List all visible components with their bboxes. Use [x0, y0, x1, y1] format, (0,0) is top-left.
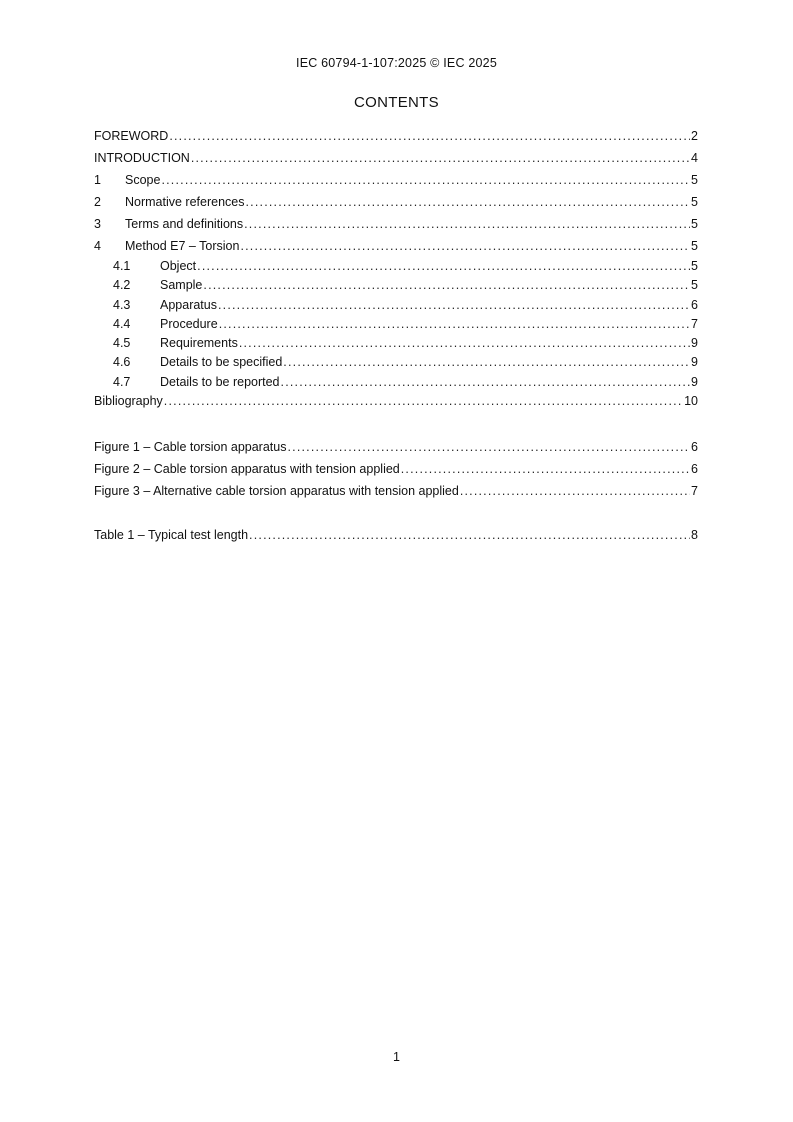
dot-leader [169, 125, 690, 147]
contents-title: CONTENTS [354, 94, 439, 111]
dot-leader [161, 169, 690, 191]
toc-entry-label: Object [160, 259, 197, 273]
toc-entry-procedure[interactable] [94, 315, 698, 334]
toc-entry-terms-and-definitions[interactable] [94, 213, 698, 235]
figure-entry-3[interactable] [94, 480, 698, 502]
toc-entry-page: 5 [691, 259, 698, 273]
toc-entry-label: Details to be reported [160, 374, 280, 389]
dot-leader [283, 353, 690, 372]
toc-entry-sample[interactable] [94, 276, 698, 295]
toc-entry-label: Sample [160, 278, 203, 293]
toc-entry-details-to-be-specified[interactable] [94, 353, 698, 372]
toc-entry-number: 4.2 [113, 278, 131, 293]
toc-entry-requirements[interactable] [94, 334, 698, 353]
toc-entry-number: 4.4 [113, 316, 131, 331]
toc-entry-label: Normative references [125, 195, 245, 209]
list-of-tables [94, 524, 698, 546]
table-entry-label: Table 1 – Typical test length [94, 528, 249, 542]
figure-entry-label: Figure 3 – Alternative cable torsion apparatus with tension applied [94, 484, 459, 498]
toc-entry-number: 4.3 [113, 297, 131, 312]
toc-entry-bibliography[interactable] [94, 392, 698, 411]
toc-entry-method-e7-torsion[interactable] [94, 235, 698, 257]
dot-leader [249, 524, 690, 546]
toc-entry-label: FOREWORD [94, 129, 169, 143]
toc-entry-number: 3 [94, 217, 101, 231]
toc-entry-page: 6 [691, 297, 698, 312]
dot-leader [460, 480, 690, 502]
toc-entry-page: 5 [691, 278, 698, 293]
toc-entry-page: 9 [691, 336, 698, 351]
dot-leader [197, 257, 690, 276]
table-entry-1[interactable] [94, 524, 698, 546]
figure-entry-label: Figure 2 – Cable torsion apparatus with tension applied [94, 462, 400, 476]
table-entry-page: 8 [691, 528, 698, 542]
dot-leader [281, 373, 691, 392]
figure-entry-page: 6 [691, 462, 698, 476]
toc-entry-number: 4.1 [113, 259, 131, 273]
toc-entry-scope[interactable] [94, 169, 698, 191]
toc-entry-page: 5 [691, 239, 698, 253]
toc-entry-label: Scope [125, 173, 161, 187]
document-header: IEC 60794-1-107:2025 © IEC 2025 [296, 56, 497, 70]
toc-entry-label: Terms and definitions [125, 217, 244, 231]
figure-entry-page: 6 [691, 440, 698, 454]
toc-entry-foreword[interactable] [94, 125, 698, 147]
toc-entry-page: 5 [691, 217, 698, 231]
toc-entry-page: 5 [691, 195, 698, 209]
toc-entry-introduction[interactable] [94, 147, 698, 169]
toc-entry-number: 2 [94, 195, 101, 209]
figure-entry-page: 7 [691, 484, 698, 498]
toc-entry-page: 9 [691, 374, 698, 389]
dot-leader [203, 276, 690, 295]
dot-leader [191, 147, 690, 169]
dot-leader [239, 334, 690, 353]
toc-entry-label: Method E7 – Torsion [125, 239, 240, 253]
dot-leader [287, 436, 690, 458]
toc-entry-page: 4 [691, 151, 698, 165]
toc-entry-label: Requirements [160, 336, 238, 351]
toc-entry-label: Bibliography [94, 394, 163, 409]
list-of-figures [94, 436, 698, 502]
figure-entry-2[interactable] [94, 458, 698, 480]
toc-entry-label: INTRODUCTION [94, 151, 190, 165]
dot-leader [401, 458, 690, 480]
toc-entry-object[interactable] [94, 257, 698, 276]
toc-entry-apparatus[interactable] [94, 296, 698, 315]
toc-entry-number: 4.5 [113, 336, 131, 351]
dot-leader [219, 315, 690, 334]
dot-leader [240, 235, 690, 257]
toc-entry-page: 9 [691, 355, 698, 370]
toc-entry-normative-references[interactable] [94, 191, 698, 213]
dot-leader [218, 296, 690, 315]
dot-leader [244, 213, 690, 235]
toc-entry-page: 10 [684, 394, 698, 409]
toc-entry-number: 4 [94, 239, 101, 253]
toc-entry-number: 4.6 [113, 355, 131, 370]
toc-entry-label: Apparatus [160, 297, 217, 312]
dot-leader [164, 392, 683, 411]
dot-leader [246, 191, 691, 213]
toc-entry-label: Procedure [160, 316, 218, 331]
toc-entry-page: 7 [691, 316, 698, 331]
figure-entry-label: Figure 1 – Cable torsion apparatus [94, 440, 287, 454]
figure-entry-1[interactable] [94, 436, 698, 458]
toc-entry-number: 4.7 [113, 374, 131, 389]
toc-entry-details-to-be-reported[interactable] [94, 373, 698, 392]
toc-entry-number: 1 [94, 173, 101, 187]
toc-entry-page: 2 [691, 129, 698, 143]
toc-entry-label: Details to be specified [160, 355, 283, 370]
table-of-contents [94, 125, 698, 411]
toc-entry-page: 5 [691, 173, 698, 187]
page-number: 1 [393, 1050, 400, 1064]
